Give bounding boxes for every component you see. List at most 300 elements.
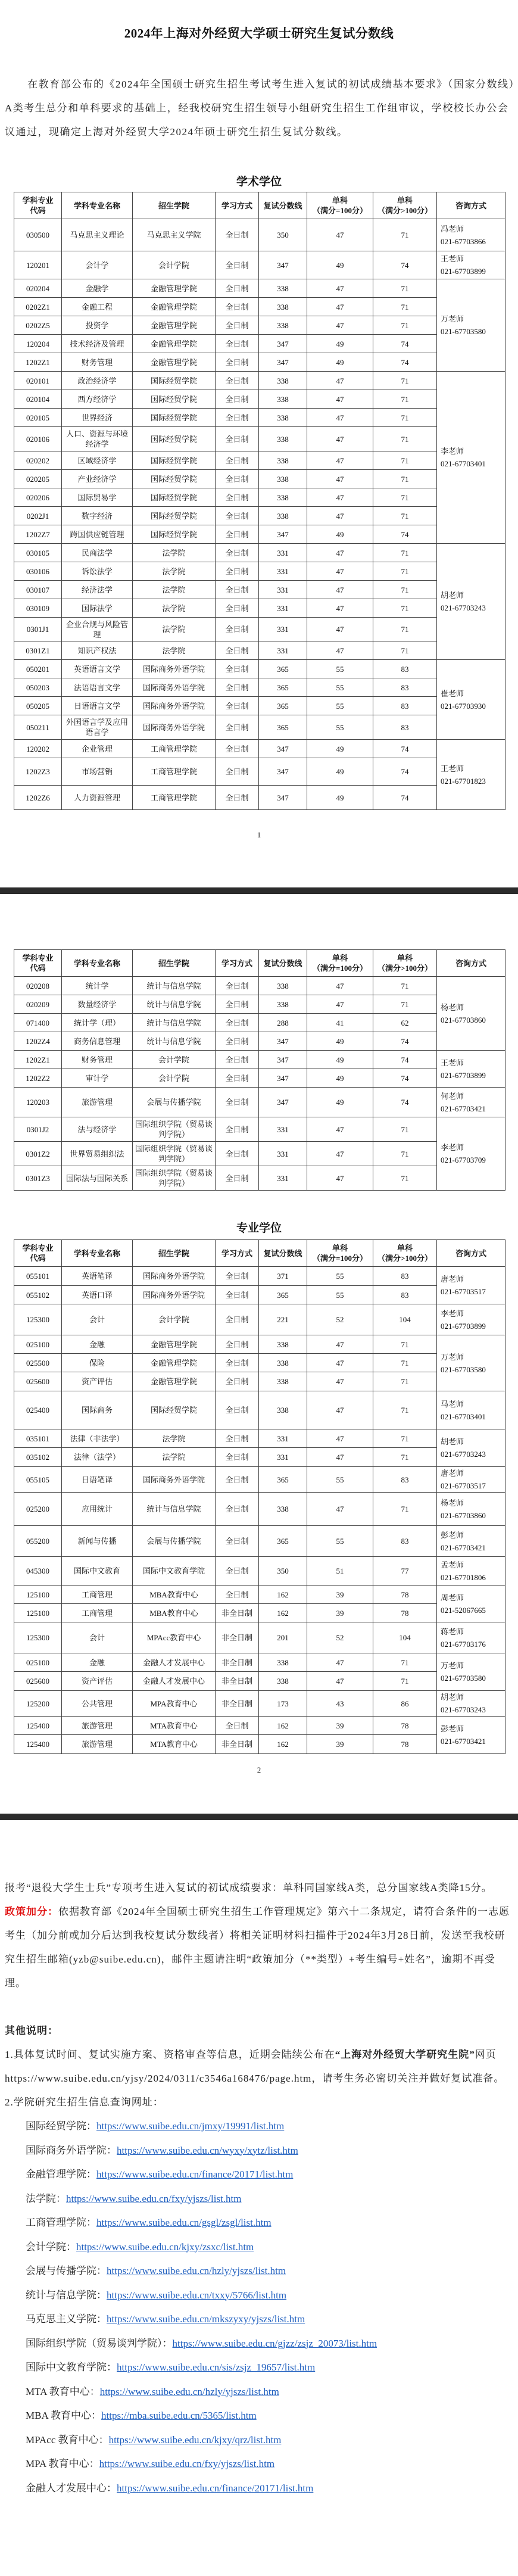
college-cell: MBA教育中心 [133, 1604, 216, 1622]
table-row [14, 1586, 505, 1604]
single-subject-over-100-cell: 71 [373, 470, 437, 488]
contact-phone: 021-67703517 [441, 1481, 486, 1490]
college-cell: 国际商务外语学院 [133, 1286, 216, 1304]
retest-score-cell: 331 [259, 1166, 307, 1191]
contact-cell [437, 1653, 505, 1691]
single-subject-over-100-cell: 71 [373, 1166, 437, 1191]
study-mode-cell: 全日制 [216, 977, 259, 995]
study-mode-cell: 全日制 [216, 409, 259, 427]
other-note-2: 2.学院研究生招生信息查询网址： [5, 2097, 164, 2108]
table-row [14, 409, 505, 427]
table-row [14, 298, 505, 316]
contact-phone: 021-67703401 [441, 1412, 486, 1421]
page-number: 1 [257, 830, 261, 839]
code-cell: 050201 [14, 660, 62, 678]
code-cell: 0301Z3 [14, 1166, 62, 1191]
policy-bonus-label: 政策加分： [5, 1906, 58, 1917]
table-row [14, 995, 505, 1014]
study-mode-cell: 非全日制 [216, 1604, 259, 1622]
study-mode-cell: 全日制 [216, 1372, 259, 1391]
college-url-link[interactable]: https://www.suibe.edu.cn/sis/zsjz_19657/list.htm [117, 2362, 316, 2373]
study-mode-cell: 全日制 [216, 1448, 259, 1467]
single-subject-over-100-cell: 71 [373, 641, 437, 660]
major-name-cell: 会计 [62, 1304, 133, 1335]
code-cell: 050205 [14, 697, 62, 715]
major-name-cell: 财务管理 [62, 353, 133, 372]
contact-name: 王老师 [441, 254, 464, 263]
single-subject-over-100-cell: 74 [373, 1069, 437, 1088]
code-cell: 020209 [14, 995, 62, 1014]
college-url-link[interactable]: https://www.suibe.edu.cn/mkszyxy/yjszs/list.htm [107, 2313, 305, 2325]
code-cell: 125300 [14, 1622, 62, 1653]
major-name-cell: 统计学 [62, 977, 133, 995]
contact-phone: 021-67703899 [441, 1321, 486, 1331]
major-name-cell: 数量经济学 [62, 995, 133, 1014]
major-name-cell: 人口、资源与环境经济学 [62, 427, 133, 451]
contact-name: 李老师 [441, 447, 464, 456]
college-cell: 会展与传播学院 [133, 1088, 216, 1117]
single-subject-100-cell: 47 [307, 562, 373, 581]
retest-score-cell: 371 [259, 1267, 307, 1286]
single-subject-over-100-cell: 83 [373, 1267, 437, 1286]
code-cell: 030106 [14, 562, 62, 581]
major-name-cell: 政治经济学 [62, 372, 133, 390]
code-cell: 020104 [14, 390, 62, 409]
study-mode-cell: 全日制 [216, 427, 259, 451]
contact-name: 孟老师 [441, 1560, 464, 1569]
college-link-item [26, 2477, 516, 2501]
retest-score-cell: 331 [259, 1117, 307, 1142]
code-cell: 0202J1 [14, 507, 62, 525]
code-cell: 0301J2 [14, 1117, 62, 1142]
single-subject-100-cell: 52 [307, 1304, 373, 1335]
major-name-cell: 西方经济学 [62, 390, 133, 409]
code-cell: 125200 [14, 1691, 62, 1717]
single-subject-over-100-cell: 71 [373, 390, 437, 409]
study-mode-cell: 全日制 [216, 697, 259, 715]
table-header-row [14, 1240, 505, 1267]
retest-score-cell: 338 [259, 1493, 307, 1526]
contact-cell [437, 1493, 505, 1526]
single-subject-100-cell: 47 [307, 427, 373, 451]
retest-score-cell: 162 [259, 1717, 307, 1735]
single-subject-100-cell: 49 [307, 1051, 373, 1069]
column-header: 单科 （满分=100分） [307, 192, 373, 219]
college-cell: MTA教育中心 [133, 1735, 216, 1754]
single-subject-100-cell: 52 [307, 1622, 373, 1653]
contact-phone: 021-67703709 [441, 1155, 486, 1164]
veteran-note: 报考“退役大学生士兵”专项考生进入复试的初试成绩要求：单科同国家线A类，总分国家线A类降15分。 [5, 1882, 492, 1893]
study-mode-cell: 全日制 [216, 507, 259, 525]
code-cell: 035101 [14, 1429, 62, 1448]
single-subject-100-cell: 47 [307, 316, 373, 335]
college-link-item [26, 2428, 516, 2453]
contact-cell [437, 279, 505, 372]
college-cell: 金融人才发展中心 [133, 1672, 216, 1691]
college-url-link[interactable]: https://www.suibe.edu.cn/gjzz/zsjz_20073/list.htm [172, 2337, 377, 2349]
contact-phone: 021-67701806 [441, 1572, 486, 1582]
single-subject-100-cell: 55 [307, 678, 373, 697]
single-subject-over-100-cell: 62 [373, 1014, 437, 1032]
code-cell: 020208 [14, 977, 62, 995]
column-header: 单科 （满分=100分） [307, 950, 373, 977]
contact-phone: 021-67703243 [441, 1705, 486, 1714]
contact-name: 周老师 [441, 1593, 464, 1602]
contact-name: 崔老师 [441, 689, 464, 698]
contact-cell [437, 1586, 505, 1622]
college-link-item [26, 2235, 516, 2260]
college-link-item [26, 2380, 516, 2404]
college-url-link[interactable]: https://www.suibe.edu.cn/jmxy/19991/list.htm [96, 2120, 285, 2132]
academic-degree-title: 学术学位 [236, 176, 282, 188]
study-mode-cell: 全日制 [216, 1526, 259, 1557]
college-cell: MTA教育中心 [133, 1717, 216, 1735]
code-cell: 120203 [14, 1088, 62, 1117]
graduate-school-name: “上海对外经贸大学研究生院” [335, 2049, 475, 2060]
college-link-item [26, 2284, 516, 2308]
contact-name: 王老师 [441, 1058, 464, 1067]
study-mode-cell: 全日制 [216, 618, 259, 641]
college-url-link[interactable]: https://www.suibe.edu.cn/finance/20171/list.htm [96, 2169, 294, 2180]
single-subject-100-cell: 47 [307, 1142, 373, 1166]
single-subject-100-cell: 47 [307, 298, 373, 316]
policy-bonus-note [5, 1900, 516, 1995]
college-cell: 国际商务外语学院 [133, 1267, 216, 1286]
single-subject-over-100-cell: 74 [373, 1032, 437, 1051]
college-cell: 国际经贸学院 [133, 372, 216, 390]
study-mode-cell: 全日制 [216, 1088, 259, 1117]
college-link-item [26, 2139, 516, 2163]
intro-paragraph: 在教育部公布的《2024年全国硕士研究生招生考试考生进入复试的初试成绩基本要求》（国家分数线）A类考生总分和单科要求的基础上，经我校研究生招生领导小组研究生招生工作组审议，学校校长办公会议通过，现确定上海对外经贸大学2024年硕士研究生招生复试分数线。 [5, 79, 515, 138]
table-row [14, 1267, 505, 1286]
major-name-cell: 日语语言文学 [62, 697, 133, 715]
college-cell: 金融管理学院 [133, 1354, 216, 1372]
retest-score-cell: 338 [259, 298, 307, 316]
study-mode-cell: 全日制 [216, 1335, 259, 1354]
study-mode-cell: 全日制 [216, 279, 259, 298]
study-mode-cell: 全日制 [216, 525, 259, 544]
single-subject-over-100-cell: 71 [373, 995, 437, 1014]
single-subject-over-100-cell: 71 [373, 1335, 437, 1354]
college-cell: 国际经贸学院 [133, 507, 216, 525]
contact-cell [437, 544, 505, 660]
single-subject-over-100-cell: 71 [373, 562, 437, 581]
college-cell: 国际组织学院（贸易谈判学院） [133, 1142, 216, 1166]
college-link-item [26, 2259, 516, 2284]
single-subject-over-100-cell: 74 [373, 786, 437, 810]
college-url-link[interactable]: https://www.suibe.edu.cn/kjxy/zsxc/list.htm [76, 2241, 254, 2253]
single-subject-over-100-cell: 71 [373, 372, 437, 390]
column-header: 咨询方式 [437, 1240, 505, 1267]
contact-phone: 021-67703899 [441, 267, 486, 276]
single-subject-over-100-cell: 77 [373, 1557, 437, 1586]
single-subject-over-100-cell: 71 [373, 219, 437, 251]
table-row [14, 599, 505, 618]
single-subject-over-100-cell: 74 [373, 335, 437, 353]
column-header: 学科专业名称 [62, 950, 133, 977]
single-subject-100-cell: 49 [307, 525, 373, 544]
retest-score-cell: 350 [259, 1557, 307, 1586]
single-subject-over-100-cell: 71 [373, 1653, 437, 1672]
college-url-link[interactable]: https://mba.suibe.edu.cn/5365/list.htm [101, 2410, 257, 2421]
contact-cell [437, 1304, 505, 1335]
study-mode-cell: 全日制 [216, 1354, 259, 1372]
table-row [14, 390, 505, 409]
contact-name: 胡老师 [441, 591, 464, 600]
college-cell: 金融管理学院 [133, 1335, 216, 1354]
column-header: 咨询方式 [437, 192, 505, 219]
contact-cell [437, 1335, 505, 1391]
single-subject-over-100-cell: 71 [373, 1672, 437, 1691]
table-row [14, 279, 505, 298]
single-subject-100-cell: 47 [307, 507, 373, 525]
retest-score-cell: 331 [259, 641, 307, 660]
page-separator [0, 1814, 518, 1820]
college-cell: 金融人才发展中心 [133, 1653, 216, 1672]
table-row [14, 758, 505, 786]
study-mode-cell: 非全日制 [216, 1672, 259, 1691]
college-url-link[interactable]: https://www.suibe.edu.cn/txxy/5766/list.htm [107, 2289, 287, 2301]
retest-score-cell: 331 [259, 562, 307, 581]
retest-score-cell: 331 [259, 618, 307, 641]
retest-score-cell: 365 [259, 697, 307, 715]
table-row [14, 618, 505, 641]
single-subject-100-cell: 49 [307, 353, 373, 372]
contact-cell [437, 1691, 505, 1717]
table-row [14, 1604, 505, 1622]
major-name-cell: 世界经济 [62, 409, 133, 427]
college-cell: 金融管理学院 [133, 316, 216, 335]
single-subject-100-cell: 47 [307, 1493, 373, 1526]
table-row [14, 581, 505, 599]
study-mode-cell: 全日制 [216, 599, 259, 618]
table-row [14, 1691, 505, 1717]
college-url-link[interactable]: https://www.suibe.edu.cn/kjxy/qrz/list.htm [108, 2434, 282, 2446]
contact-phone: 021-67703930 [441, 701, 486, 711]
single-subject-over-100-cell: 71 [373, 599, 437, 618]
policy-bonus-text: 依据教育部《2024年全国硕士研究生招生工作管理规定》第六十二条规定，请符合条件的一志愿考生（加分前或加分后达到我校复试分数线者）将相关证明材料扫描件于2024年3月28日前，发送至我校研究生招生邮箱(yzb@suibe.edu.cn)，邮件主题请注明“政策加分（**类型）+考生编号+姓名”，逾期不再受理。 [5, 1906, 510, 1989]
column-header: 单科 （满分>100分） [373, 192, 437, 219]
contact-name: 万老师 [441, 314, 464, 323]
table-row [14, 451, 505, 470]
study-mode-cell: 全日制 [216, 1142, 259, 1166]
table-row [14, 1493, 505, 1526]
contact-cell [437, 1467, 505, 1493]
college-link-item [26, 2114, 516, 2139]
single-subject-100-cell: 47 [307, 544, 373, 562]
code-cell: 0202Z5 [14, 316, 62, 335]
contact-name: 冯老师 [441, 224, 464, 233]
major-name-cell: 金融工程 [62, 298, 133, 316]
study-mode-cell: 全日制 [216, 1391, 259, 1429]
retest-score-cell: 350 [259, 219, 307, 251]
college-cell: 工商管理学院 [133, 786, 216, 810]
college-cell: 法学院 [133, 562, 216, 581]
college-link-item [26, 2187, 516, 2211]
college-links-list [5, 2114, 516, 2500]
column-header: 招生学院 [133, 192, 216, 219]
single-subject-100-cell: 47 [307, 1653, 373, 1672]
contact-cell [437, 251, 505, 279]
code-cell: 125400 [14, 1717, 62, 1735]
major-name-cell: 会计 [62, 1622, 133, 1653]
major-name-cell: 资产评估 [62, 1672, 133, 1691]
table-row [14, 1117, 505, 1142]
college-cell: MBA教育中心 [133, 1586, 216, 1604]
single-subject-100-cell: 49 [307, 740, 373, 758]
single-subject-over-100-cell: 71 [373, 451, 437, 470]
retest-score-cell: 338 [259, 427, 307, 451]
single-subject-100-cell: 55 [307, 715, 373, 740]
college-cell: 国际组织学院（贸易谈判学院） [133, 1117, 216, 1142]
college-url-link[interactable]: https://www.suibe.edu.cn/gsgl/zsgl/list.htm [96, 2217, 272, 2228]
table-row [14, 316, 505, 335]
major-name-cell: 旅游管理 [62, 1717, 133, 1735]
retest-score-cell: 338 [259, 1372, 307, 1391]
table-row [14, 251, 505, 279]
college-label: 金融管理学院： [26, 2169, 96, 2180]
academic-score-table [14, 192, 505, 810]
column-header: 单科 （满分=100分） [307, 1240, 373, 1267]
retest-score-cell: 347 [259, 1069, 307, 1088]
retest-score-cell: 365 [259, 1467, 307, 1493]
college-cell: 金融管理学院 [133, 335, 216, 353]
code-cell: 025600 [14, 1672, 62, 1691]
retest-score-cell: 347 [259, 758, 307, 786]
retest-score-cell: 331 [259, 599, 307, 618]
single-subject-over-100-cell: 83 [373, 660, 437, 678]
college-cell: 会计学院 [133, 251, 216, 279]
table-row [14, 470, 505, 488]
single-subject-100-cell: 39 [307, 1604, 373, 1622]
college-label: 金融人才发展中心： [26, 2482, 117, 2494]
contact-name: 李老师 [441, 1143, 464, 1152]
retest-score-cell: 331 [259, 1142, 307, 1166]
retest-score-cell: 338 [259, 995, 307, 1014]
single-subject-100-cell: 39 [307, 1717, 373, 1735]
table-row [14, 1335, 505, 1354]
retest-score-cell: 338 [259, 1354, 307, 1372]
retest-score-cell: 338 [259, 507, 307, 525]
study-mode-cell: 非全日制 [216, 1735, 259, 1754]
college-cell: 国际经贸学院 [133, 409, 216, 427]
single-subject-100-cell: 49 [307, 758, 373, 786]
single-subject-over-100-cell: 78 [373, 1717, 437, 1735]
retest-score-cell: 221 [259, 1304, 307, 1335]
college-label: 会展与传播学院： [26, 2265, 107, 2276]
retest-score-cell: 288 [259, 1014, 307, 1032]
code-cell: 0301Z2 [14, 1142, 62, 1166]
college-label: MPAcc 教育中心： [26, 2434, 109, 2446]
major-name-cell: 世界贸易组织法 [62, 1142, 133, 1166]
single-subject-over-100-cell: 78 [373, 1604, 437, 1622]
contact-name: 杨老师 [441, 1002, 464, 1012]
major-name-cell: 统计学（理） [62, 1014, 133, 1032]
single-subject-100-cell: 47 [307, 1166, 373, 1191]
single-subject-100-cell: 47 [307, 641, 373, 660]
major-name-cell: 法语语言文学 [62, 678, 133, 697]
single-subject-100-cell: 51 [307, 1557, 373, 1586]
code-cell: 025100 [14, 1653, 62, 1672]
column-header: 单科 （满分>100分） [373, 950, 437, 977]
code-cell: 020202 [14, 451, 62, 470]
single-subject-100-cell: 55 [307, 1467, 373, 1493]
major-name-cell: 区域经济学 [62, 451, 133, 470]
college-cell: 统计与信息学院 [133, 1493, 216, 1526]
table-row [14, 1304, 505, 1335]
major-name-cell: 国际中文教育 [62, 1557, 133, 1586]
study-mode-cell: 全日制 [216, 1117, 259, 1142]
code-cell: 050211 [14, 715, 62, 740]
college-url-link[interactable]: https://www.suibe.edu.cn/fxy/yjszs/list.htm [99, 2458, 275, 2469]
column-header: 学习方式 [216, 1240, 259, 1267]
single-subject-over-100-cell: 74 [373, 1088, 437, 1117]
college-cell: 会计学院 [133, 1304, 216, 1335]
retest-score-cell: 347 [259, 1088, 307, 1117]
major-name-cell: 数字经济 [62, 507, 133, 525]
code-cell: 025200 [14, 1493, 62, 1526]
study-mode-cell: 全日制 [216, 678, 259, 697]
contact-name: 马老师 [441, 1399, 464, 1409]
single-subject-100-cell: 47 [307, 1354, 373, 1372]
college-cell: 国际组织学院（贸易谈判学院） [133, 1166, 216, 1191]
single-subject-over-100-cell: 71 [373, 1493, 437, 1526]
major-name-cell: 诉讼法学 [62, 562, 133, 581]
study-mode-cell: 全日制 [216, 219, 259, 251]
college-cell: 国际中文教育学院 [133, 1557, 216, 1586]
retest-score-cell: 338 [259, 316, 307, 335]
college-url-link[interactable]: https://www.suibe.edu.cn/hzly/yjszs/list.htm [107, 2265, 286, 2276]
college-label: 国际中文教育学院： [26, 2362, 117, 2373]
single-subject-over-100-cell: 78 [373, 1735, 437, 1754]
major-name-cell: 马克思主义理论 [62, 219, 133, 251]
table-row [14, 335, 505, 353]
other-notes-title: 其他说明： [5, 2025, 58, 2036]
college-cell: 国际经贸学院 [133, 488, 216, 507]
major-name-cell: 英语笔译 [62, 1267, 133, 1286]
college-cell: 会计学院 [133, 1069, 216, 1088]
code-cell: 0301Z1 [14, 641, 62, 660]
college-url-link[interactable]: https://www.suibe.edu.cn/finance/20171/list.htm [117, 2482, 314, 2494]
single-subject-over-100-cell: 71 [373, 1429, 437, 1448]
column-header: 学科专业 代码 [14, 1240, 62, 1267]
code-cell: 025400 [14, 1391, 62, 1429]
table-header-row [14, 950, 505, 977]
table-row [14, 1622, 505, 1653]
single-subject-100-cell: 47 [307, 1391, 373, 1429]
study-mode-cell: 全日制 [216, 1267, 259, 1286]
major-name-cell: 知识产权法 [62, 641, 133, 660]
single-subject-100-cell: 47 [307, 1448, 373, 1467]
major-name-cell: 审计学 [62, 1069, 133, 1088]
college-url-link[interactable]: https://www.suibe.edu.cn/wyxy/xytz/list.htm [117, 2144, 298, 2156]
college-url-link[interactable]: https://www.suibe.edu.cn/fxy/yjszs/list.htm [66, 2192, 242, 2204]
code-cell: 120204 [14, 335, 62, 353]
single-subject-over-100-cell: 104 [373, 1304, 437, 1335]
college-cell: 国际商务外语学院 [133, 660, 216, 678]
college-cell: 法学院 [133, 618, 216, 641]
single-subject-100-cell: 47 [307, 1672, 373, 1691]
single-subject-100-cell: 49 [307, 251, 373, 279]
retest-score-cell: 338 [259, 279, 307, 298]
study-mode-cell: 全日制 [216, 581, 259, 599]
retest-score-cell: 347 [259, 335, 307, 353]
code-cell: 125300 [14, 1304, 62, 1335]
major-name-cell: 工商管理 [62, 1604, 133, 1622]
major-name-cell: 国际法与国际关系 [62, 1166, 133, 1191]
single-subject-over-100-cell: 86 [373, 1691, 437, 1717]
college-url-link[interactable]: https://www.suibe.edu.cn/hzly/yjszs/list.htm [99, 2385, 279, 2397]
